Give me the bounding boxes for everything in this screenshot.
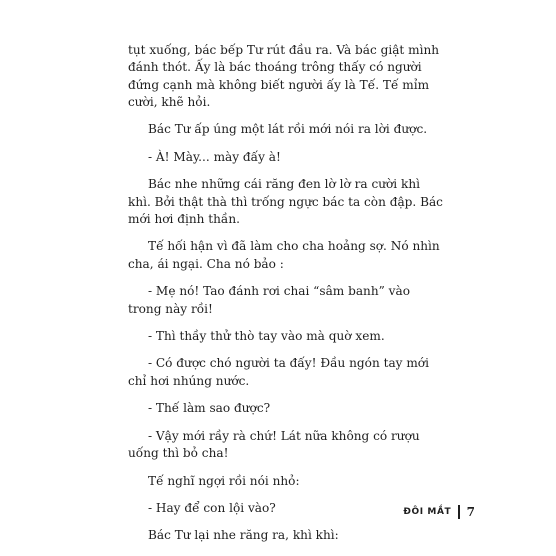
paragraph: Bác Tư lại nhe răng ra, khì khì: — [148, 528, 339, 543]
paragraph: - À! Mày... mày đấy à! — [148, 149, 281, 164]
paragraph: - Mẹ nó! Tao đánh rơi chai “sâm banh” vào trong này rồi! — [128, 284, 410, 316]
paragraph: tụt xuống, bác bếp Tư rút đầu ra. Và bác giật mình đánh thót. Ấy là bác thoáng trông thấy có người đứng cạnh mà không biết người ấy là Tế. Tế mỉm cười, khẽ hỏi. — [128, 43, 440, 109]
paragraph: - Có được chó người ta đấy! Đầu ngón tay mới chỉ hơi nhúng nước. — [128, 356, 429, 388]
running-title: ĐÔI MẮT — [403, 507, 452, 517]
footer-divider — [458, 505, 459, 519]
paragraph: Bác nhe những cái răng đen lờ lờ ra cười khì khì. Bởi thật thà thì trống ngực bác ta còn đập. Bác mới hơi định thần. — [128, 177, 443, 226]
paragraph: Tế nghĩ ngợi rồi nói nhỏ: — [148, 473, 300, 488]
paragraph: Tế hối hận vì đã làm cho cha hoảng sợ. Nó nhìn cha, ái ngại. Cha nó bảo : — [128, 239, 440, 271]
paragraph: - Hay để con lội vào? — [148, 501, 276, 515]
body-text — [128, 42, 446, 555]
paragraph: - Thì thầy thử thò tay vào mà quờ xem. — [148, 328, 385, 343]
page-footer — [355, 502, 475, 522]
page-number: 7 — [466, 505, 475, 519]
paragraph: - Vậy mới rầy rà chứ! Lát nữa không có rượu uống thì bỏ cha! — [128, 428, 420, 461]
paragraph: - Thế làm sao được? — [148, 401, 271, 416]
paragraph: Bác Tư ấp úng một lát rồi mới nói ra lời được. — [148, 122, 428, 137]
